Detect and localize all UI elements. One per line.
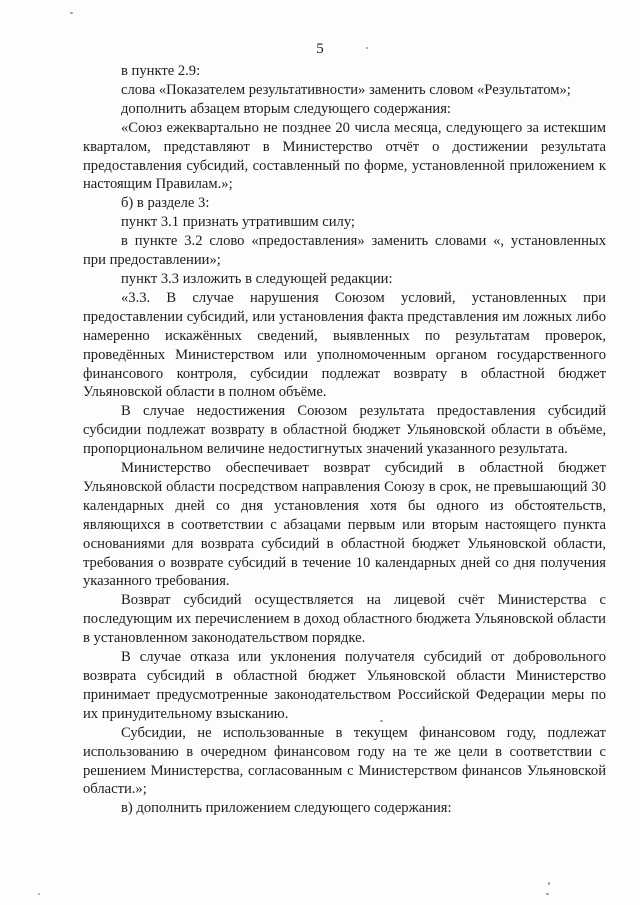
paragraph: В случае отказа или уклонения получателя субсидий от добровольного возврата субсидий в областной бюджет Ульяновской области Министерство принимает предусмотренные законодательством Российской Федерации меры по их принудительному взысканию. — [83, 649, 606, 722]
paragraph: В случае недостижения Союзом результата предоставления субсидий субсидии подлежат возврату в областной бюджет Ульяновской области в объёме, пропорциональном величине недостигнутых значений указанного результата. — [83, 403, 606, 458]
scan-speck — [546, 893, 549, 895]
scan-speck — [38, 893, 40, 895]
paragraph: слова «Показателем результативности» заменить словом «Результатом»; — [121, 81, 571, 98]
paragraph: б) в разделе 3: — [121, 195, 210, 212]
paragraph: Министерство обеспечивает возврат субсидий в областной бюджет Ульяновской области посредством направления Союзу в срок, не превышающий 30 календарных дней со дня установления хотя бы одного из обстоятельств, являющихся в соответствии с абзацами первым или вторым настоящего пункта основаниями для возврата субсидий в областной бюджет Ульяновской области, требования о возврате субсидий в течение 10 календарных дней со дня получения указанного требования. — [83, 460, 606, 590]
paragraph: дополнить абзацем вторым следующего содержания: — [121, 100, 451, 117]
paragraph: «3.3. В случае нарушения Союзом условий, установленных при предоставлении субсидий, или установления факта представления им ложных либо намеренно искажённых сведений, выявленных по результатам проверок, проведённых Министерством или уполномоченным органом государственного финансового контроля, субсидии подлежат возврату в областной бюджет Ульяновской области в полном объёме. — [83, 289, 606, 401]
paragraph: пункт 3.1 признать утратившим силу; — [121, 214, 355, 231]
paragraph: в пункте 3.2 слово «предоставления» заменить словами «, установленных при предоставлении»; — [83, 233, 606, 269]
paragraph: пункт 3.3 изложить в следующей редакции: — [121, 270, 393, 287]
scan-speck — [366, 47, 368, 49]
paragraph: в пункте 2.9: — [121, 63, 201, 79]
paragraph: в) дополнить приложением следующего содержания: — [121, 800, 452, 817]
paragraph: «Союз ежеквартально не позднее 20 числа месяца, следующего за истекшим кварталом, представляют в Министерство отчёт о достижении результата предоставления субсидий, составленный по форме, установленной приложением к настоящим Правилам.»; — [83, 119, 606, 193]
scan-speck — [548, 882, 550, 885]
scan-speck — [70, 12, 73, 14]
scan-speck — [380, 720, 383, 722]
page-number: 5 — [316, 41, 324, 57]
paragraph: Возврат субсидий осуществляется на лицевой счёт Министерства с последующим их перечислением в доход областного бюджета Ульяновской области в установленном законодательством порядке. — [83, 592, 606, 647]
paragraph: Субсидии, не использованные в текущем финансовом году, подлежат использованию в очередном финансовом году на те же цели в соответствии с решением Министерства, согласованным с Министерством финансов Ульяновской области.»; — [83, 724, 606, 798]
document-body — [83, 62, 606, 818]
